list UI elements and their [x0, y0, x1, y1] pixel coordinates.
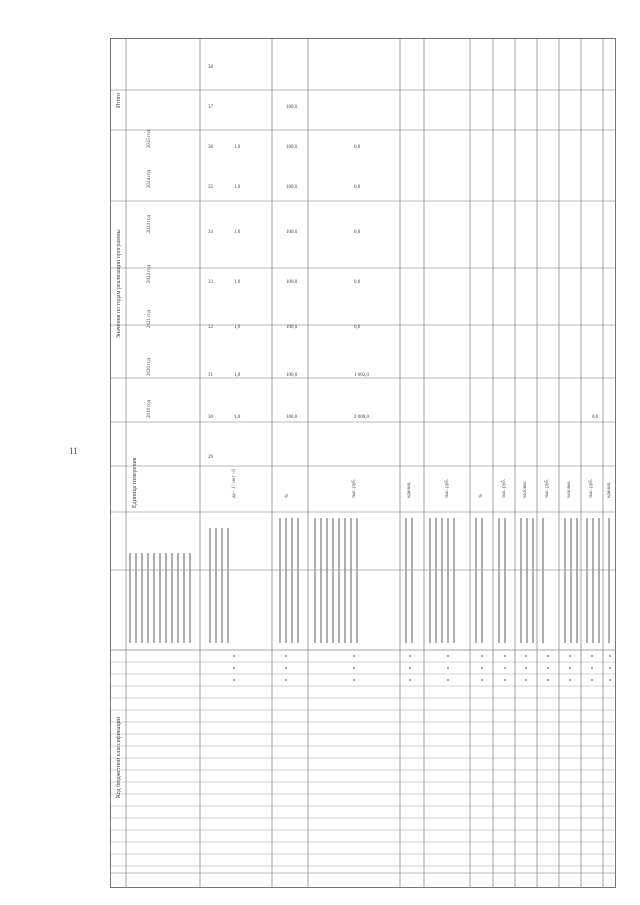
unit-row-9: тыс. руб. [545, 479, 550, 498]
unit-row-2: % [285, 493, 290, 498]
colnum-30: 30 [208, 415, 213, 420]
year-2024: 2024 год [147, 169, 152, 188]
unit-row-4: единиц [407, 482, 412, 498]
cell-r2-total: 100,0 [286, 105, 298, 110]
unit-row-1: да - 1 / нет - 0 [232, 468, 237, 498]
colnum-34: 34 [208, 230, 213, 235]
year-2021: 2021 год [147, 309, 152, 328]
colnum-36: 36 [208, 145, 213, 150]
unit-row-10: человек [567, 481, 572, 498]
rotated-budget-table [110, 38, 616, 888]
code-grid-marks [233, 655, 611, 681]
year-2019: 2019 год [147, 399, 152, 418]
unit-row-5: тыс. руб. [445, 479, 450, 498]
unit-row-3: тыс. руб. [352, 479, 357, 498]
code-column-lines [110, 650, 616, 866]
value-group [234, 105, 599, 420]
colnum-37: 37 [208, 105, 213, 110]
cell-r1-2021: 1,0 [234, 325, 241, 330]
cell-r2-2020: 100,0 [286, 373, 298, 378]
year-header-group [147, 129, 152, 418]
page-number: 11 [69, 446, 78, 456]
table-canvas [110, 38, 616, 888]
cell-r3-2025: 0,0 [354, 145, 361, 150]
colnum-35: 35 [208, 185, 213, 190]
unit-row-6: % [479, 493, 484, 498]
year-2022: 2022 год [147, 264, 152, 283]
column-lines [126, 38, 603, 888]
cell-r2-2021: 100,0 [286, 325, 298, 330]
colnum-33: 33 [208, 280, 213, 285]
cell-r2-2022: 100,0 [286, 280, 298, 285]
cell-r3-2021: 0,0 [354, 325, 361, 330]
unit-row-11: тыс. руб. [589, 479, 594, 498]
header-unit: Единица измерения [132, 457, 138, 508]
cell-r11-2019: 0,0 [592, 415, 599, 420]
unit-row-12: единиц [607, 482, 612, 498]
colnum-38: 38 [208, 65, 213, 70]
year-2023: 2023 год [147, 214, 152, 233]
colnum-32: 32 [208, 325, 213, 330]
cell-r2-2024: 100,0 [286, 185, 298, 190]
header-total: Итого [116, 92, 122, 108]
year-2025: 2025 год [147, 129, 152, 148]
unit-row-7: тыс. руб. [502, 479, 507, 498]
year-2020: 2020 год [147, 357, 152, 376]
cell-r1-2025: 1,0 [234, 145, 241, 150]
cell-r1-2023: 1,0 [234, 230, 241, 235]
cell-r1-2024: 1,0 [234, 185, 241, 190]
cell-r3-2019: 2 000,0 [354, 415, 369, 420]
unit-row-8: человек [523, 481, 528, 498]
cell-r3-2022: 0,0 [354, 280, 361, 285]
cell-r2-2023: 100,0 [286, 230, 298, 235]
header-values-by-year: Значения по годам реализации программы [116, 229, 122, 338]
cell-r1-2020: 1,0 [234, 373, 241, 378]
cell-r3-2023: 0,0 [354, 230, 361, 235]
cell-r3-2024: 0,0 [354, 185, 361, 190]
unit-group [232, 468, 612, 498]
colnum-31: 31 [208, 373, 213, 378]
column-number-group [208, 65, 214, 460]
cell-r1-2019: 1,0 [234, 415, 241, 420]
cell-r2-2019: 100,0 [286, 415, 298, 420]
header-budget-classification: Код бюджетной классификации [116, 717, 122, 798]
table-frame [111, 39, 616, 888]
colnum-29: 29 [208, 455, 213, 460]
row-lines [110, 90, 616, 873]
cell-r2-2025: 100,0 [286, 145, 298, 150]
cell-r3-2020: 1 602,0 [354, 373, 369, 378]
cell-r1-2022: 1,0 [234, 280, 241, 285]
